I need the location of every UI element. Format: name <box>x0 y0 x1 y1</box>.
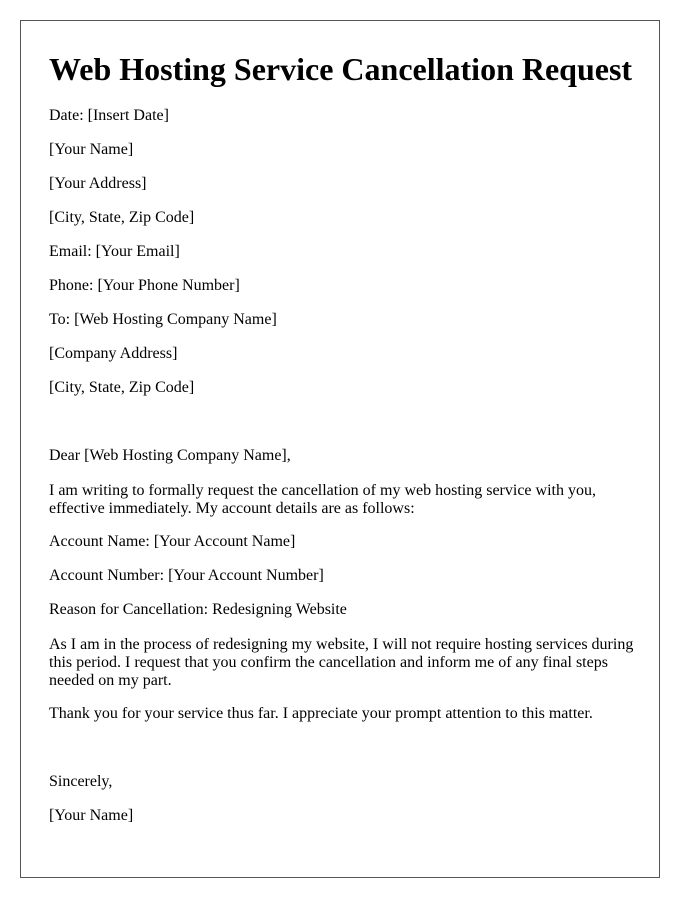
closing: Sincerely, <box>49 773 113 790</box>
body-paragraph: As I am in the process of redesigning my website, I will not require hosting services during this period. I request that you confirm the cancellation and inform me of any final steps needed on my part. <box>49 636 634 689</box>
account-number: Account Number: [Your Account Number] <box>49 567 324 584</box>
sender-email: Email: [Your Email] <box>49 243 180 260</box>
salutation: Dear [Web Hosting Company Name], <box>49 447 291 464</box>
cancellation-reason: Reason for Cancellation: Redesigning Website <box>49 601 347 618</box>
sender-address: [Your Address] <box>49 175 147 192</box>
date-line: Date: [Insert Date] <box>49 107 169 124</box>
sender-phone: Phone: [Your Phone Number] <box>49 277 240 294</box>
account-name: Account Name: [Your Account Name] <box>49 533 296 550</box>
signature: [Your Name] <box>49 807 134 824</box>
thanks-paragraph: Thank you for your service thus far. I appreciate your prompt attention to this matter. <box>49 705 593 722</box>
letter-title: Web Hosting Service Cancellation Request <box>49 51 633 87</box>
letter-page <box>20 20 660 878</box>
recipient-address: [Company Address] <box>49 345 178 362</box>
recipient-to: To: [Web Hosting Company Name] <box>49 311 277 328</box>
recipient-city: [City, State, Zip Code] <box>49 379 195 396</box>
sender-name: [Your Name] <box>49 141 134 158</box>
sender-city: [City, State, Zip Code] <box>49 209 195 226</box>
intro-paragraph: I am writing to formally request the cancellation of my web hosting service with you, effective immediately. My account details are as follows: <box>49 482 596 517</box>
